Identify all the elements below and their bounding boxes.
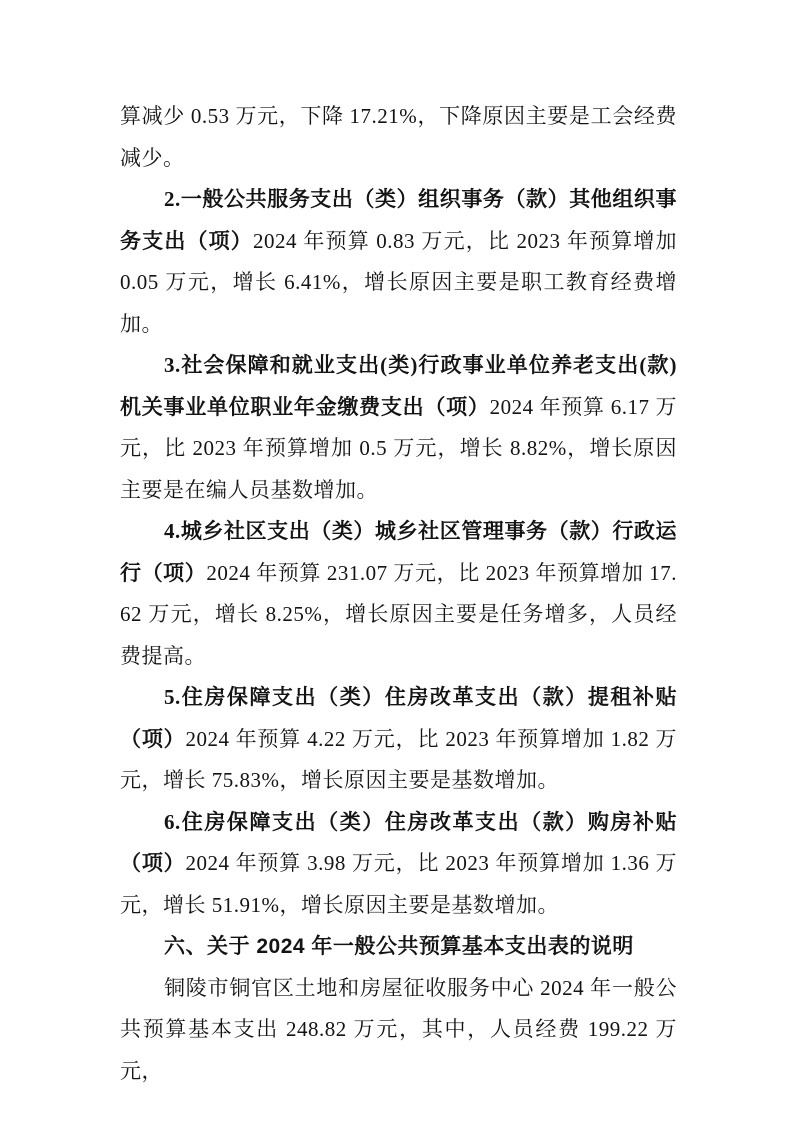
paragraph-lead-bold-text: 6.住房保障支出（类）住房改革支出（款）购房补贴（项） [120,809,677,875]
paragraph-lead-bold-text: 5.住房保障支出（类）住房改革支出（款）提租补贴（项） [120,685,677,751]
paragraph-text: 2024 年预算 0.83 万元，比 2023 年预算增加 0.05 万元，增长 6.41%，增长原因主要是职工教育经费增加。 [120,228,678,336]
paragraph-lead-bold-text: 2.一般公共服务支出（类）组织事务（款）其他组织事务支出（项） [120,187,677,253]
paragraph [120,179,677,345]
paragraph [120,802,677,927]
paragraph-text: 铜陵市铜官区土地和房屋征收服务中心 2024 年一般公共预算基本支出 248.82 万元，其中，人员经费 199.22 万元， [120,975,677,1083]
section-heading [120,926,677,968]
paragraph [120,677,677,802]
paragraph [120,96,677,179]
paragraph [120,511,677,677]
paragraph-text: 2024 年预算 4.22 万元，比 2023 年预算增加 1.82 万元，增长 75.83%，增长原因主要是基数增加。 [120,726,678,792]
paragraph-lead-bold-text: 4.城乡社区支出（类）城乡社区管理事务（款）行政运行（项） [120,519,677,585]
document-body [120,96,677,1092]
paragraph-lead-bold-text: 3.社会保障和就业支出(类)行政事业单位养老支出(款)机关事业单位职业年金缴费支出（项） [120,353,677,419]
paragraph-text: 2024 年预算 231.07 万元，比 2023 年预算增加 17.62 万元，增长 8.25%，增长原因主要是任务增多，人员经费提高。 [120,560,678,668]
paragraph-text: 2024 年预算 6.17 万元，比 2023 年预算增加 0.5 万元，增长 8.82%，增长原因主要是在编人员基数增加。 [120,394,678,502]
paragraph-text: 2024 年预算 3.98 万元，比 2023 年预算增加 1.36 万元，增长 51.91%，增长原因主要是基数增加。 [120,851,678,917]
paragraph [120,345,677,511]
paragraph [120,968,677,1093]
paragraph-lead-bold-text: 六、关于 2024 年一般公共预算基本支出表的说明 [164,935,634,958]
paragraph-text: 算减少 0.53 万元，下降 17.21%，下降原因主要是工会经费减少。 [120,104,677,170]
